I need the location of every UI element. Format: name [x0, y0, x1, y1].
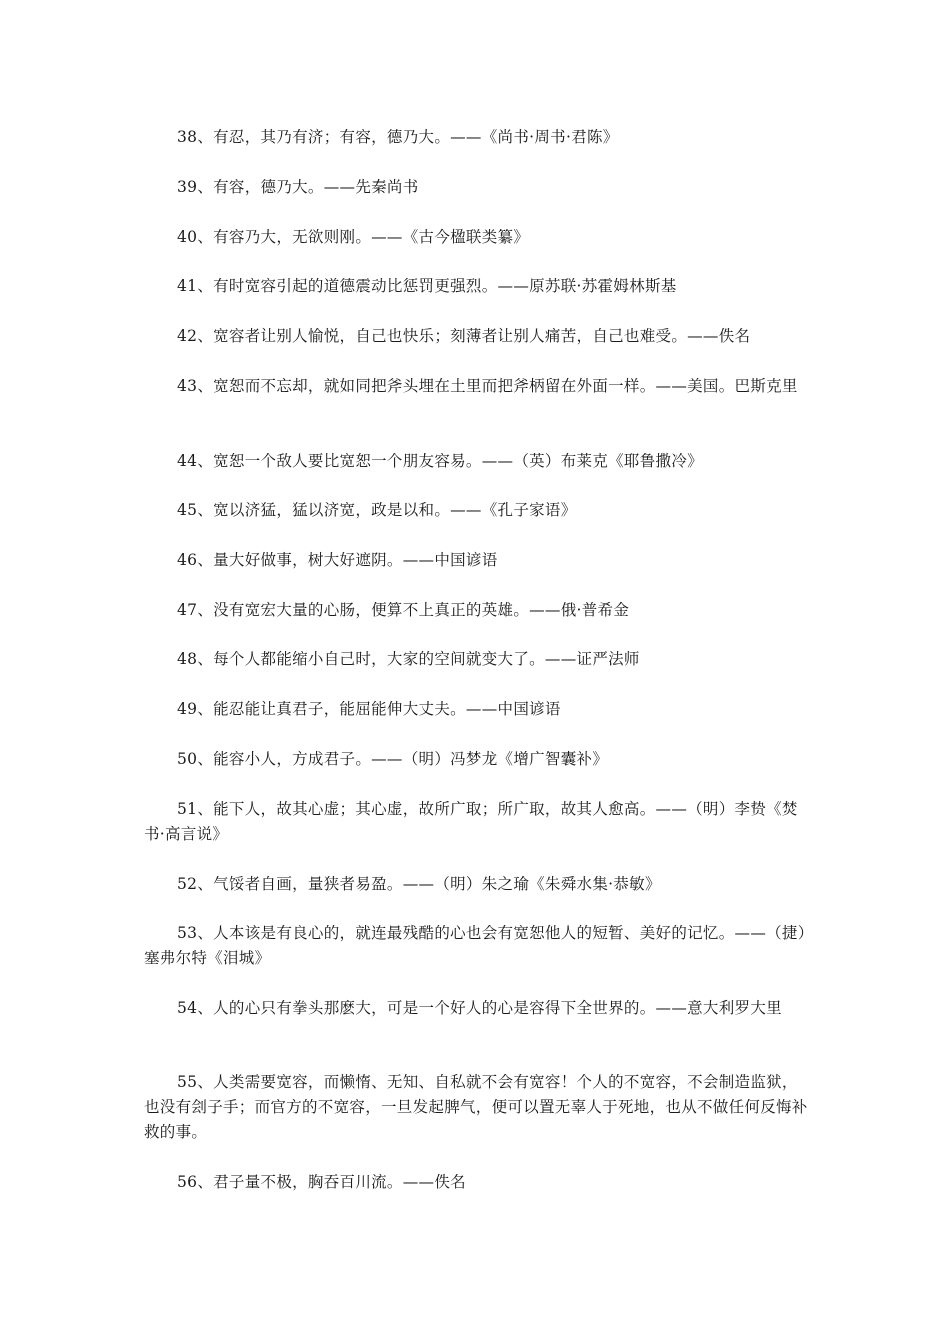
quote-50: 50、能容小人，方成君子。——（明）冯梦龙《增广智囊补》 [177, 750, 609, 768]
quote-53: 53、人本该是有良心的，就连最残酷的心也会有宽恕他人的短暂、美好的记忆。——（捷）塞弗尔特《泪城》 [144, 924, 806, 967]
quote-41: 41、有时宽容引起的道德震动比惩罚更强烈。——原苏联·苏霍姆林斯基 [177, 277, 677, 295]
quote-38: 38、有忍，其乃有济；有容，德乃大。——《尚书·周书·君陈》 [177, 128, 619, 146]
quote-52: 52、气馁者自画，量狭者易盈。——（明）朱之瑜《朱舜水集·恭敏》 [177, 875, 661, 893]
quote-44: 44、宽恕一个敌人要比宽恕一个朋友容易。——（英）布莱克《耶鲁撒冷》 [177, 452, 703, 470]
quote-45: 45、宽以济猛，猛以济宽，政是以和。——《孔子家语》 [177, 501, 577, 519]
quote-40: 40、有容乃大，无欲则刚。——《古今楹联类纂》 [177, 228, 530, 246]
quote-46: 46、量大好做事，树大好遮阴。——中国谚语 [177, 551, 498, 569]
quote-54: 54、人的心只有拳头那麽大，可是一个好人的心是容得下全世界的。——意大利罗大里 [177, 999, 782, 1017]
quote-43: 43、宽恕而不忘却，就如同把斧头埋在土里而把斧柄留在外面一样。——美国。巴斯克里 [177, 377, 798, 395]
quote-49: 49、能忍能让真君子，能屈能伸大丈夫。——中国谚语 [177, 700, 561, 718]
quote-55: 55、人类需要宽容，而懒惰、无知、自私就不会有宽容！个人的不宽容，不会制造监狱，也没有刽子手；而官方的不宽容，一旦发起脾气，便可以置无辜人于死地，也从不做任何反悔补救的事。 [144, 1073, 808, 1141]
quote-47: 47、没有宽宏大量的心肠，便算不上真正的英雄。——俄·普希金 [177, 601, 630, 619]
quote-39: 39、有容，德乃大。——先秦尚书 [177, 178, 419, 196]
quote-56: 56、君子量不极，胸吞百川流。——佚名 [177, 1173, 466, 1191]
quote-48: 48、每个人都能缩小自己时，大家的空间就变大了。——证严法师 [177, 650, 640, 668]
quote-42: 42、宽容者让别人愉悦，自己也快乐；刻薄者让别人痛苦，自己也难受。——佚名 [177, 327, 751, 345]
quote-51: 51、能下人，故其心虚；其心虚，故所广取；所广取，故其人愈高。——（明）李贽《焚书·高言说》 [144, 800, 798, 843]
